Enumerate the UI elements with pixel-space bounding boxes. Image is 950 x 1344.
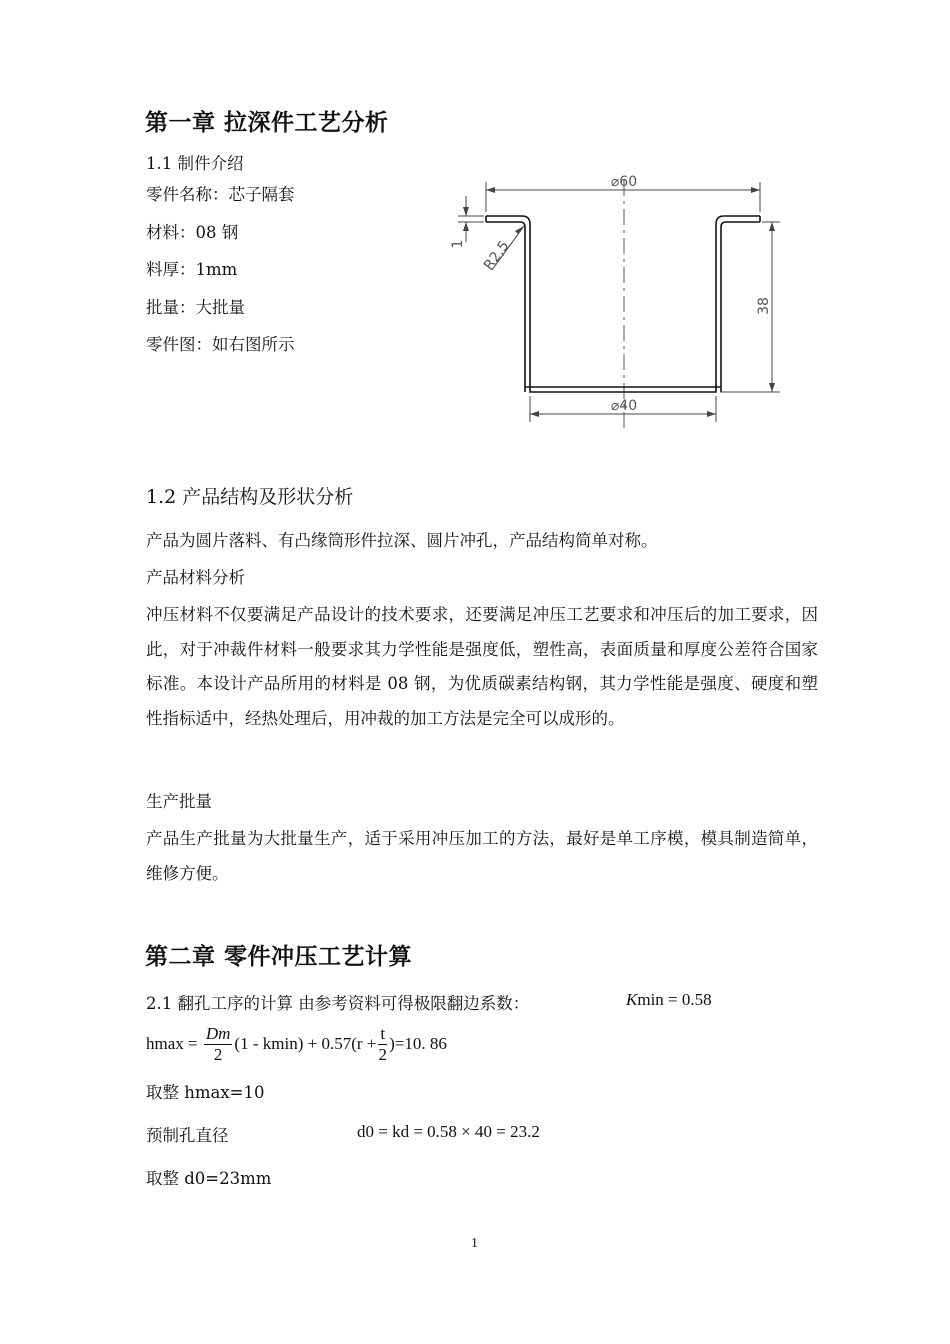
paragraph-batch: 产品生产批量为大批量生产，适于采用冲压加工的方法，最好是单工序模，模具制造简单，维修方便。 — [146, 829, 818, 883]
chapter-1-title: 第一章 拉深件工艺分析 — [145, 110, 389, 136]
hmax-middle: (1 - kmin) + 0.57(r + — [234, 1034, 377, 1053]
prehole-formula: d0 = kd = 0.58 × 40 = 23.2 — [357, 1122, 540, 1141]
dim-radius-label: R2,5 — [480, 238, 513, 274]
dim-bottom-label: ⌀40 — [610, 398, 638, 414]
round-d0: 取整 d0=23mm — [146, 1169, 272, 1188]
kmin-value — [626, 990, 712, 1010]
t-fraction — [378, 1025, 387, 1065]
dm-denominator: 2 — [213, 1045, 223, 1065]
dim-thickness-label: 1 — [450, 239, 466, 249]
kmin-symbol: K — [626, 990, 638, 1009]
hmax-formula — [146, 1020, 447, 1068]
batch: 批量：大批量 — [146, 298, 245, 317]
section-2-1-heading: 2.1 翻孔工序的计算 由参考资料可得极限翻边系数： — [146, 994, 530, 1013]
dim-top-label: ⌀60 — [610, 174, 638, 190]
kmin-rest: min = 0.58 — [637, 990, 712, 1009]
round-hmax: 取整 hmax=10 — [146, 1083, 265, 1102]
t-numerator: t — [380, 1024, 386, 1044]
dim-height-label: 38 — [756, 297, 772, 315]
part-name: 零件名称：芯子隔套 — [146, 185, 295, 204]
dm-numerator: Dm — [205, 1024, 231, 1044]
chapter-2-title: 第二章 零件冲压工艺计算 — [145, 944, 413, 970]
subheading-material-analysis: 产品材料分析 — [146, 568, 245, 587]
subheading-batch: 生产批量 — [146, 792, 212, 811]
page-number: 1 — [471, 1236, 478, 1251]
prehole-label: 预制孔直径 — [146, 1126, 229, 1145]
thickness: 料厚：1mm — [146, 260, 238, 279]
t-denominator: 2 — [378, 1045, 387, 1065]
section-1-1-heading: 1.1 制件介绍 — [146, 154, 244, 173]
drawing-reference: 零件图：如右图所示 — [146, 335, 295, 354]
section-1-2-heading: 1.2 产品结构及形状分析 — [146, 486, 354, 508]
paragraph-material: 冲压材料不仅要满足产品设计的技术要求，还要满足冲压工艺要求和冲压后的加工要求，因此，对于冲裁件材料一般要求其力学性能是强度低，塑性高，表面质量和厚度公差符合国家标准。本设计产品所用的材料是 08 钢，为优质碳素结构钢，其力学性能是强度、硬度和塑性指标适中，经热处理后，用冲裁的加工方法是完全可以成形的。 — [146, 605, 818, 728]
hmax-result: )=10. 86 — [389, 1034, 447, 1053]
hmax-lhs: hmax = — [146, 1034, 198, 1053]
material: 材料：08 钢 — [146, 223, 239, 242]
part-drawing — [440, 160, 800, 440]
paragraph-structure: 产品为圆片落料、有凸缘筒形件拉深、圆片冲孔，产品结构简单对称。 — [146, 531, 658, 550]
dm-fraction — [204, 1025, 233, 1065]
